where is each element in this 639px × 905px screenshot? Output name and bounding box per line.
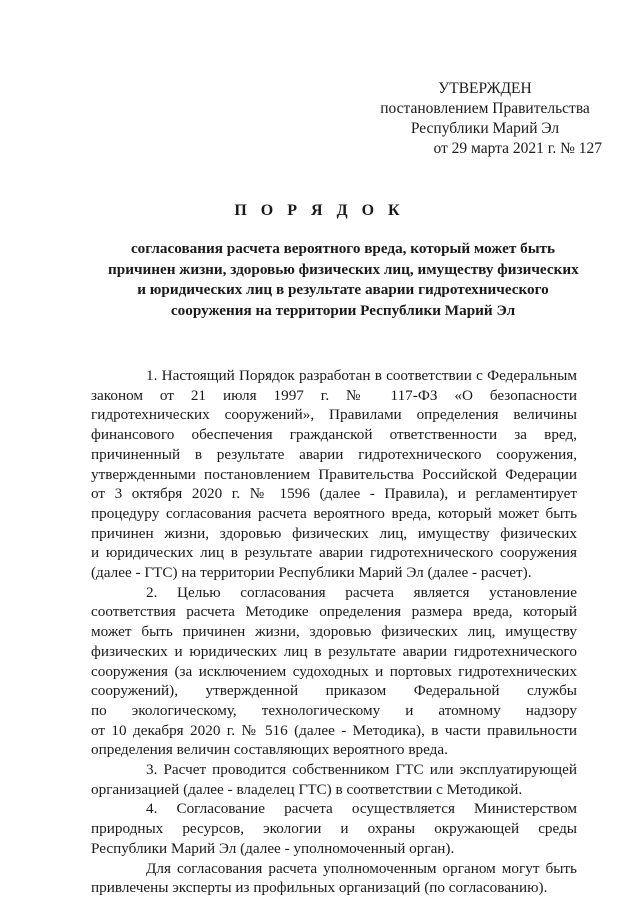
paragraph-line: Республики Марий Эл (далее - уполномоченный орган). bbox=[91, 839, 455, 857]
document-subtitle bbox=[108, 239, 578, 321]
subtitle-line: и юридических лиц в результате аварии гидротехнического bbox=[137, 281, 549, 298]
document-body bbox=[91, 366, 577, 898]
approval-stamp bbox=[360, 79, 610, 159]
subtitle-line: сооружения на территории Республики Марий Эл bbox=[170, 301, 516, 319]
approval-line-republic: Республики Марий Эл bbox=[410, 120, 560, 137]
paragraph-line: 2. Целью согласования расчета является установление bbox=[146, 583, 577, 601]
paragraph-line: законом от 21 июля 1997 г. № 117-ФЗ «О безопасности bbox=[91, 386, 577, 404]
paragraph-line: организацией (далее - владелец ГТС) в соответствии с Методикой. bbox=[91, 780, 523, 798]
paragraph-3 bbox=[91, 760, 577, 799]
paragraph-line: финансового обеспечения гражданской ответственности за вред, bbox=[91, 426, 577, 444]
paragraph-line: процедуру согласования расчета вероятного вреда, который может быть bbox=[91, 504, 577, 522]
paragraph-line: 4. Согласование расчета осуществляется Министерством bbox=[146, 800, 577, 818]
paragraph-line: причиненный в результате аварии гидротехнического сооружения, bbox=[91, 445, 577, 463]
paragraph-line: 3. Расчет проводится собственником ГТС или эксплуатирующей bbox=[146, 761, 577, 779]
paragraph-5 bbox=[91, 859, 577, 898]
paragraph-line: 1. Настоящий Порядок разработан в соответствии с Федеральным bbox=[146, 367, 577, 384]
paragraph-1 bbox=[91, 366, 577, 583]
approval-line-approved: УТВЕРЖДЕН bbox=[438, 80, 532, 97]
paragraph-line: от 10 декабря 2020 г. № 516 (далее - Методика), в части правильности bbox=[91, 721, 577, 739]
paragraph-line: сооружений), утвержденной приказом Федеральной службы bbox=[91, 682, 577, 700]
paragraph-line: физических и юридических лиц в результате аварии гидротехнического bbox=[91, 642, 577, 660]
approval-line-date-number: от 29 марта 2021 г. № 127 bbox=[433, 140, 602, 157]
paragraph-4 bbox=[91, 799, 577, 858]
paragraph-line: причинен жизни, здоровью физических лиц, имуществу физических bbox=[91, 524, 577, 542]
paragraph-line: (далее - ГТС) на территории Республики Марий Эл (далее - расчет). bbox=[91, 564, 532, 582]
paragraph-2 bbox=[91, 583, 577, 760]
paragraph-line: гидротехнических сооружений», Правилами определения величины bbox=[91, 406, 577, 424]
paragraph-line: сооружения (за исключением судоходных и портовых гидротехнических bbox=[91, 662, 577, 680]
paragraph-line: утвержденными постановлением Правительства Российской Федерации bbox=[91, 465, 577, 483]
paragraph-line: соответствия расчета Методике определения размера вреда, который bbox=[91, 603, 577, 621]
paragraph-line: по экологическому, технологическому и атомному надзору bbox=[91, 701, 577, 719]
document-title: П О Р Я Д О К bbox=[234, 202, 405, 219]
paragraph-line: Для согласования расчета уполномоченным органом могут быть bbox=[146, 859, 577, 877]
paragraph-line: определения величин составляющих вероятного вреда. bbox=[91, 741, 448, 759]
paragraph-line: и юридических лиц в результате аварии гидротехнического сооружения bbox=[91, 544, 577, 562]
approval-line-resolution: постановлением Правительства bbox=[380, 100, 590, 117]
subtitle-line: причинен жизни, здоровью физических лиц, имуществу физических bbox=[108, 260, 579, 278]
paragraph-line: природных ресурсов, экологии и охраны окружающей среды bbox=[91, 820, 577, 838]
subtitle-line: согласования расчета вероятного вреда, который может быть bbox=[130, 240, 556, 257]
paragraph-line: от 3 октября 2020 г. № 1596 (далее - Правила), и регламентирует bbox=[91, 485, 577, 503]
paragraph-line: может быть причинен жизни, здоровью физических лиц, имуществу bbox=[91, 623, 577, 641]
paragraph-line: привлечены эксперты из профильных организаций (по согласованию). bbox=[91, 879, 548, 897]
